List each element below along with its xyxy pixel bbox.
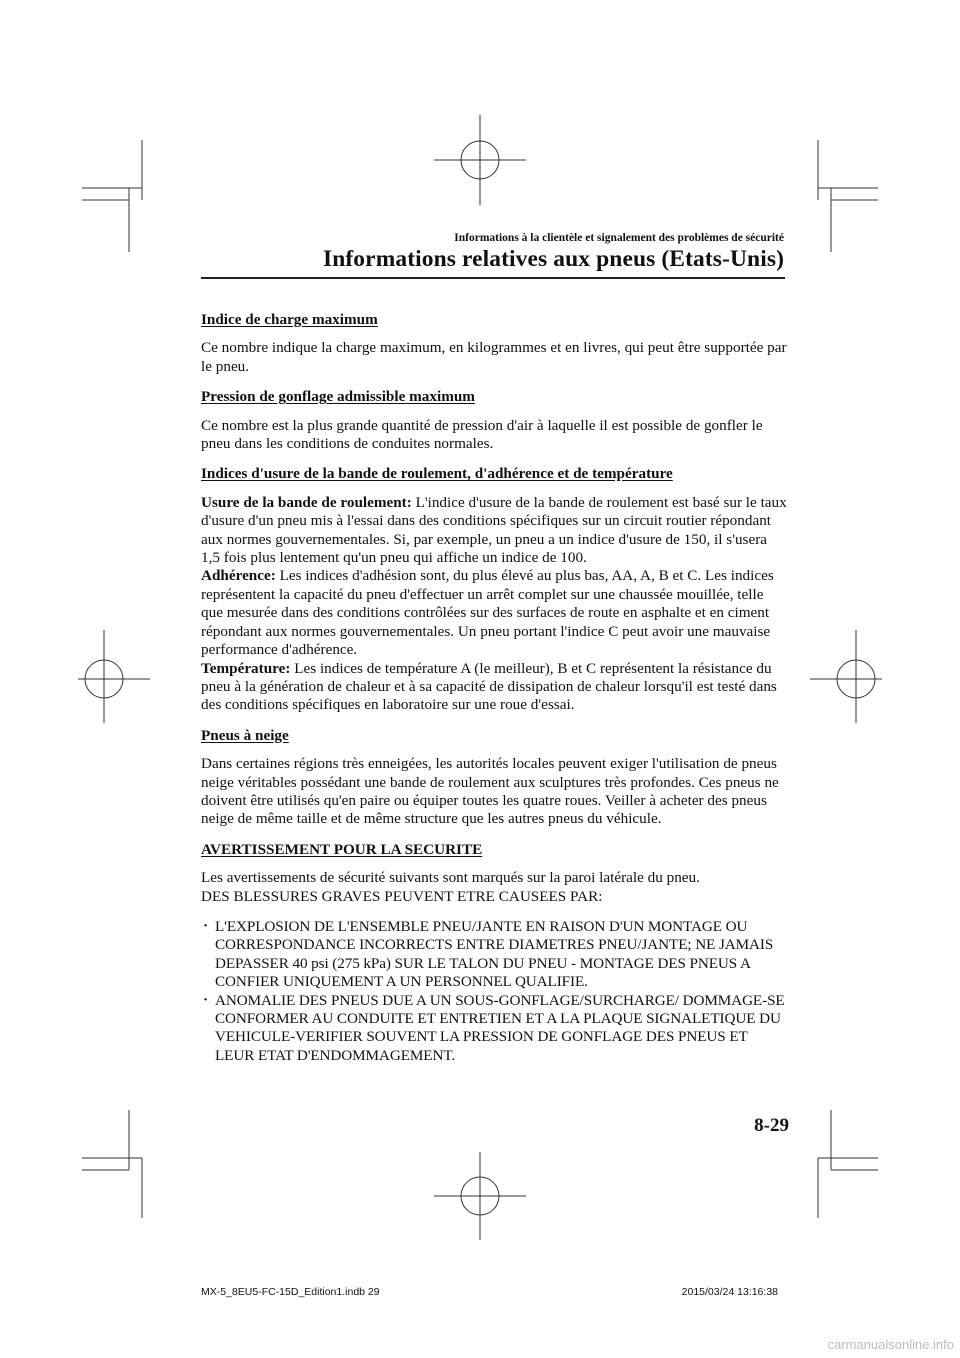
- traction-item: [201, 567, 789, 659]
- page-number: 8-29: [754, 1115, 789, 1136]
- list-item: · L'EXPLOSION DE L'ENSEMBLE PNEU/JANTE EN RAISON D'UN MONTAGE OU CORRESPONDANCE INCORRECTS ENTRE DIAMETRES PNEU/JANTE; NE JAMAIS DEPASSER 40 psi (275 kPa) SUR LE TALON DU PNEU - MONTAGE DES PNEUS A CONFIER UNIQUEMENT A UN PERSONNEL QUALIFIE.: [201, 918, 789, 992]
- paragraph-max-load: Ce nombre indique la charge maximum, en kilogrammes et en livres, qui peut être supportée par le pneu.: [201, 339, 787, 375]
- safety-warning-list: [201, 918, 789, 1065]
- header-divider: [201, 277, 785, 279]
- heading-max-pressure: Pression de gonflage admissible maximum: [201, 388, 475, 406]
- paragraph-snow-tires: Dans certaines régions très enneigées, les autorités locales peuvent exiger l'utilisation de pneus neige véritables possédant une bande de roulement aux sculptures très profondes. Ces pneus ne doivent être utilisés qu'en paire ou équiper toutes les quatre roues. Veiller à acheter des pneus neige de même taille et de même structure que les autres pneus du véhicule.: [201, 755, 779, 828]
- treadwear-text: L'indice d'usure de la bande de roulement est basé sur le taux d'usure d'un pneu mis à l'essai dans des conditions spécifiques sur un circuit routier répondant aux normes gouvernementales. Si, par exemple, un pneu a un indice d'usure de 150, il s'usera 1,5 fois plus lentement qu'un pneu qui affiche un indice de 100.: [201, 493, 787, 567]
- safety-warning-intro: Les avertissements de sécurité suivants sont marqués sur la paroi latérale du pneu.: [201, 869, 700, 887]
- chapter-subtitle: Informations à la clientèle et signalement des problèmes de sécurité: [454, 232, 784, 244]
- page-title: Informations relatives aux pneus (Etats-Unis): [322, 246, 784, 272]
- temperature-item: [201, 660, 789, 715]
- heading-safety-warning: AVERTISSEMENT POUR LA SECURITE: [201, 840, 483, 858]
- heading-max-load: Indice de charge maximum: [201, 311, 378, 328]
- footer-timestamp: 2015/03/24 13:16:38: [681, 1286, 778, 1298]
- heading-snow-tires: Pneus à neige: [201, 726, 289, 744]
- heading-tread-traction-temperature: Indices d'usure de la bande de roulement, d'adhérence et de température: [201, 465, 673, 483]
- traction-text: Les indices d'adhésion sont, du plus élevé au plus bas, AA, A, B et C. Les indices représentent la capacité du pneu d'effectuer un arrêt complet sur une chaussée mouillée, telle que mesurée dans des conditions contrôlées sur des surfaces de route en asphalte et en ciment répondant aux normes gouvernementales. Un pneu portant l'indice C peut avoir une mauvaise performance d'adhérence.: [201, 567, 774, 659]
- temperature-text: Les indices de température A (le meilleur), B et C représentent la résistance du pneu à la génération de chaleur et à sa capacité de dissipation de chaleur lorsqu'il est testé dans des conditions spécifiques en laboratoire sur une roue d'essai.: [201, 659, 777, 714]
- main-content: [201, 311, 789, 1065]
- traction-label: Adhérence:: [201, 567, 276, 585]
- watermark: carmanualsonline.info: [827, 1337, 954, 1352]
- list-item: · ANOMALIE DES PNEUS DUE A UN SOUS-GONFLAGE/SURCHARGE/ DOMMAGE-SE CONFORMER AU CONDUITE ET ENTRETIEN ET A LA PLAQUE SIGNALETIQUE DU VEHICULE-VERIFIER SOUVENT LA PRESSION DE GONFLAGE DES PNEUS ET LEUR ETAT D'ENDOMMAGEMENT.: [201, 992, 789, 1066]
- paragraph-max-pressure: Ce nombre est la plus grande quantité de pression d'air à laquelle il est possible de gonfler le pneu dans les conditions de conduites normales.: [201, 416, 763, 453]
- tread-grades-block: [201, 494, 789, 715]
- treadwear-item: [201, 494, 789, 568]
- safety-warning-caption: DES BLESSURES GRAVES PEUVENT ETRE CAUSEES PAR:: [201, 887, 603, 905]
- temperature-label: Température:: [201, 659, 291, 677]
- footer-filename: MX-5_8EU5-FC-15D_Edition1.indb 29: [201, 1286, 380, 1298]
- treadwear-label: Usure de la bande de roulement:: [201, 493, 412, 511]
